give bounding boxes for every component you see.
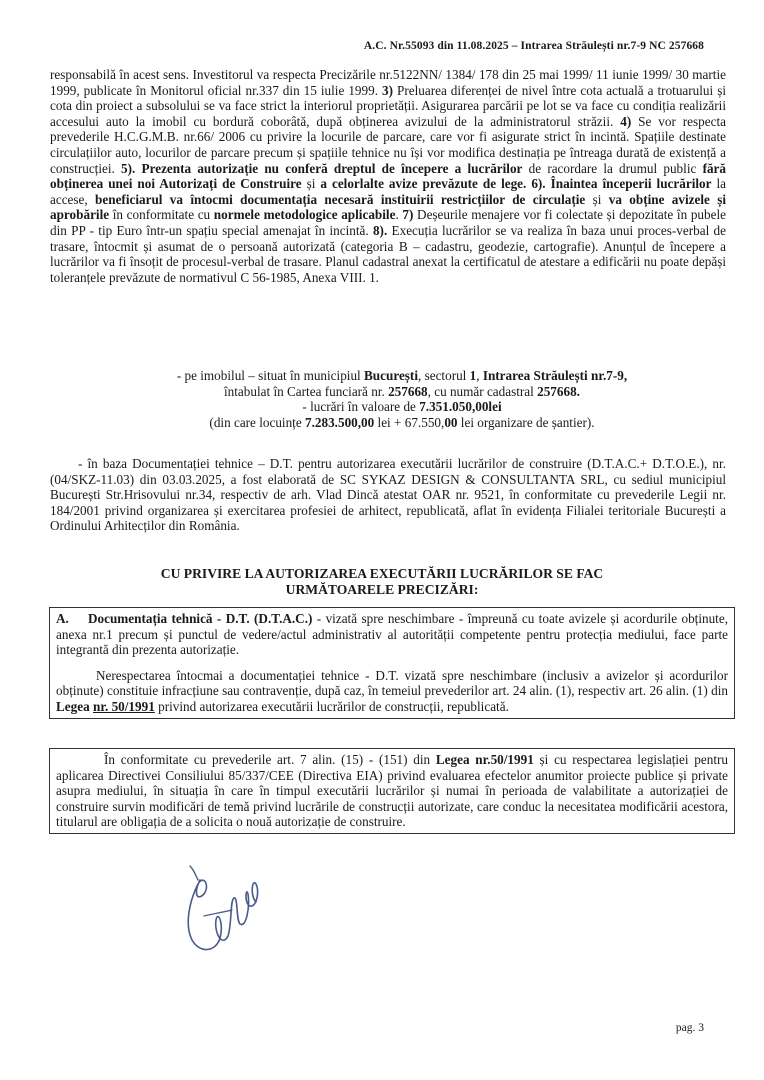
box-a-paragraph-2: Nerespectarea întocmai a documentației tehnice - D.T. vizată spre neschimbare (inclusiv a avizelor și acordurilor obținute) constituie infracțiune sau contravenție, după caz, în temeiul prevederilor art. 24 alin. (1), respectiv art. 26 alin. (1) din Legea nr. 50/1991 privind autorizarea executării lucrărilor de construcții, republicată. xyxy=(56,667,728,714)
box-b-modifications: În conformitate cu prevederile art. 7 alin. (15) - (151) din Legea nr.50/1991 și cu respectarea legislației pentru aplicarea Directivei Consiliului 85/337/CEE (Directiva EIA) privind evaluarea efectelor anumitor proiecte publice și private asupra mediului, în situația în care în timpul executării lucrărilor și numai în perioada de valabilitate a autorizației de construire survin modificări de temă privind lucrările de construcții autorizate, care conduc la necesitatea modificării acestora, titularul are obligația de a solicita o nouă autorizație de construire. xyxy=(49,748,735,834)
property-details xyxy=(20,368,764,430)
handwritten-signature xyxy=(170,858,280,968)
box-a-documentation xyxy=(49,607,735,719)
documentation-paragraph: - în baza Documentației tehnice – D.T. pentru autorizarea executării lucrărilor de construire (D.T.A.C.+ D.T.O.E.), nr.(04/SKZ-11.03) din 03.03.2025, a fost elaborată de SC SYKAZ DESIGN & CONSULTANTA SRL, cu sediul municipiul București Str.Hrisovului nr.34, respectiv de arh. Vlad Dincă atestat OAR nr. 9521, în conformitate cu prevederile Legii nr. 184/2001 privind organizarea și exercitarea profesiei de arhitect, republicată, aflat în evidența Filialei teritoriale București a Ordinului Arhitecților din România. xyxy=(50,456,726,534)
works-value-line: - lucrări în valoare de 7.351.050,00lei xyxy=(302,399,502,415)
works-breakdown-line: (din care locuințe 7.283.500,00 lei + 67.550,00 lei organizare de șantier). xyxy=(209,414,595,430)
conditions-paragraph: responsabilă în acest sens. Investitorul va respecta Precizările nr.5122NN/ 1384/ 178 din 25 mai 1999/ 11 iunie 1999/ 30 martie 1999, publicate în Monitorul oficial nr.337 din 15 iulie 1999. 3) Preluarea diferenței de nivel între cota actuală a trotuarului și cota din proiect a subsolului se va face strict la interiorul proprietății. Asigurarea parcării pe lot se va face cu condiția realizării accesului auto la imobil cu bordură coborâtă, după obținerea avizului de la administratorul străzii. 4) Se vor respecta prevederile H.C.G.M.B. nr.66/ 2006 cu privire la locurile de parcare, care vor fi asigurate strict în incintă. Spațiile destinate circulațiilor auto, locurilor de parcare precum și spațiile tehnice nu își vor modifica destinația pe întreaga durată de existență a construcției. 5). Prezenta autorizație nu conferă dreptul de începere a lucrărilor de racordare la drumul public fără obținerea unei noi Autorizați de Construire și a celorlalte avize prevăzute de lege. 6). Înaintea începerii lucrărilor la accese, beneficiarul va întocmi documentația necesară instituirii restricțiilor de circulație și va obține avizele și aprobările în conformitate cu normele metodologice aplicabile. 7) Deșeurile menajere vor fi colectate și depozitate în pubele din PP - tip Euro într-un spațiu special amenajat în incintă. 8). Execuția lucrărilor se va realiza în baza unui proces-verbal de trasare, întocmit și asumat de o persoană autorizată (categoria B – cadastru, geodezie, cartografie). Anunțul de începere a lucrărilor va fi însoțit de procesul-verbal de trasare. Planul cadastral anexat la certificatul de atestare a edificării nu poate depăși toleranțele prevăzute de normativul C 56-1985, Anexa VIII. 1. xyxy=(50,67,726,285)
section-heading: CU PRIVIRE LA AUTORIZAREA EXECUTĂRII LUCRĂRILOR SE FAC URMĂTOARELE PRECIZĂRI: xyxy=(160,566,604,597)
property-location-line: - pe imobilul – situat în municipiul București, sectorul 1, Intrarea Străulești nr.7-9, xyxy=(176,368,628,383)
box-a-paragraph-1: A. Documentația tehnică - D.T. (D.T.A.C.) - vizată spre neschimbare - împreună cu toate avizele și acordurile obținute, anexa nr.1 precum și punctul de vedere/actul administrativ al autorității competente pentru protecția mediului, face parte integrantă din prezenta autorizație. xyxy=(56,611,728,658)
document-header: A.C. Nr.55093 din 11.08.2025 – Intrarea Străulești nr.7-9 NC 257668 xyxy=(363,40,704,52)
property-cadastral-line: întabulat în Cartea funciară nr. 257668, cu număr cadastral 257668. xyxy=(224,383,580,399)
page-number: pag. 3 xyxy=(675,1022,704,1034)
